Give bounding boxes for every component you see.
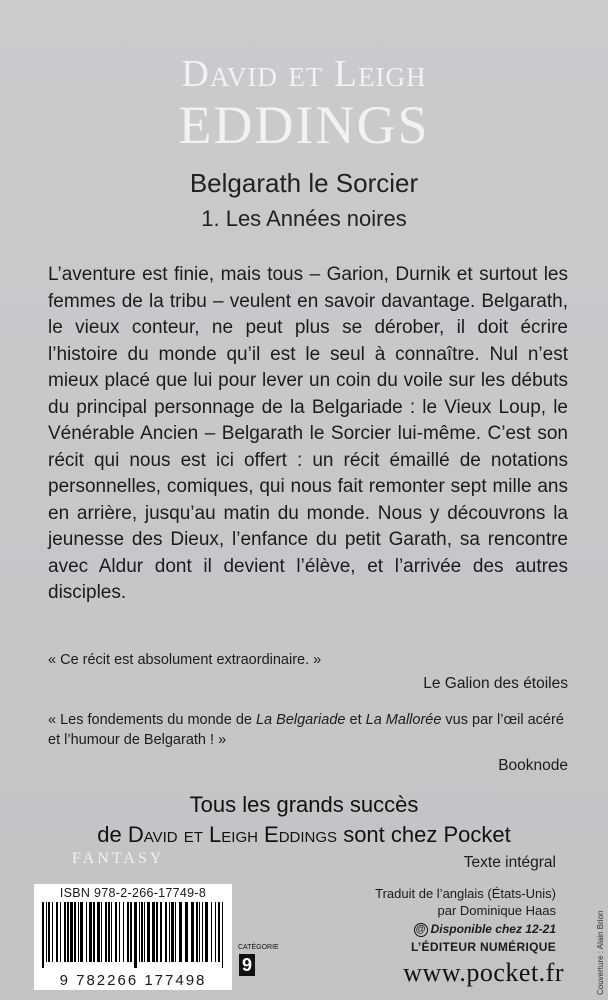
publisher-website: www.pocket.fr <box>403 958 564 987</box>
barcode-bar <box>89 902 92 962</box>
barcode-bar <box>52 902 53 962</box>
tagline-text: de <box>97 822 128 847</box>
genre-label: FANTASY <box>72 850 165 867</box>
quote-2-part: « Les fondements du monde de <box>48 712 256 728</box>
review-source-2: Booknode <box>498 757 568 774</box>
barcode-bar <box>115 902 117 962</box>
barcode-bar <box>205 902 208 962</box>
barcode-bar <box>130 902 132 962</box>
barcode-bar <box>218 902 220 962</box>
barcode-bar <box>80 902 83 962</box>
isbn-text: ISBN 978-2-266-17749-8 <box>59 886 207 900</box>
quote-2-part: et <box>345 712 366 728</box>
barcode-bar <box>42 902 44 968</box>
review-source-1: Le Galion des étoiles <box>423 675 568 692</box>
barcode-bar <box>108 902 110 962</box>
barcode-bar <box>105 902 107 962</box>
barcode-bar <box>70 902 73 962</box>
barcode-bar <box>56 902 58 962</box>
barcode-bar <box>165 902 167 962</box>
cover-credit: Couverture : Alain Brion <box>596 910 605 995</box>
barcode-bar <box>156 902 158 962</box>
barcode-bar <box>141 902 143 962</box>
barcode-bar <box>97 902 100 962</box>
barcode-bar <box>101 902 102 962</box>
at-sign-icon: @ <box>414 923 428 937</box>
book-title: Belgarath le Sorcier <box>189 168 419 198</box>
quote-2-title-mallorée: La Mallorée <box>365 712 442 728</box>
barcode-bar <box>211 902 212 962</box>
digital-publisher: L’ÉDITEUR NUMÉRIQUE <box>410 940 556 954</box>
series-tagline <box>0 790 608 850</box>
barcode-bar <box>191 902 194 962</box>
tagline-author-names: David et Leigh Eddings <box>127 822 338 847</box>
book-subtitle: 1. Les Années noires <box>201 206 407 231</box>
barcode-bar <box>175 902 176 962</box>
tagline-text: sont chez Pocket <box>337 822 511 847</box>
barcode-bar <box>144 902 145 962</box>
barcode-bar <box>202 902 203 962</box>
barcode-bar <box>48 902 50 962</box>
quote-2-title-belgariade: La Belgariade <box>255 712 346 728</box>
tagline-line-2 <box>0 820 608 850</box>
barcode-bar <box>215 902 216 962</box>
blurb-text: L’aventure est finie, mais tous – Garion, Durnik et surtout les femmes de la tribu – veulent en savoir davantage. Belgarath, le vieux conteur, ne peut plus se dérober, il doit écrire l’histoire du monde qu’il est le seul à connaître. Nul n’est mieux placé que lui pour lever un coin du voile sur les débuts du principal personnage de la Belgariade : le Vieux Loup, le Vénérable Ancien – Belgarath le Sorcier lui-même. C’est son récit qui nous est ici offert : un récit émaillé de notations personnelles, comiques, qui nous fait remonter sept mille ans en arrière, jusqu’au matin du monde. Nous y découvrons la jeunesse des Dieux, l’enfance du petit Garath, sa rencontre avec Aldur dont il devient l’élève, et l’arrivée des autres disciples. <box>48 264 568 603</box>
barcode-bar <box>134 902 137 968</box>
category-badge: 9 <box>239 954 255 976</box>
barcode-bar <box>86 902 87 962</box>
translation-credit: Traduit de l’anglais (États-Unis) <box>375 886 556 901</box>
barcode-bar <box>60 902 61 962</box>
barcode-bar <box>171 902 174 962</box>
barcode-bar <box>119 902 120 962</box>
barcode-bar <box>185 902 188 962</box>
barcode-bar <box>147 902 150 962</box>
barcode-bar <box>123 902 124 962</box>
barcode-bars <box>40 902 228 968</box>
barcode-bar <box>111 902 112 962</box>
barcode-bar <box>64 902 66 962</box>
availability-text: Disponible chez 12-21 <box>430 922 556 936</box>
barcode-bar <box>169 902 170 962</box>
barcode-bar <box>74 902 76 962</box>
digital-availability <box>256 922 556 937</box>
barcode-bar <box>222 902 223 968</box>
barcode-bar <box>152 902 155 962</box>
review-quote-1: « Ce récit est absolument extraordinaire. » <box>48 652 322 668</box>
review-quote-2 <box>48 710 568 750</box>
author-names: David et Leigh <box>181 53 427 95</box>
tagline-line-1: Tous les grands succès <box>189 792 419 817</box>
barcode-bar <box>160 902 162 962</box>
barcode-bar <box>179 902 182 962</box>
barcode-bar <box>93 902 95 962</box>
barcode-bar <box>78 902 79 962</box>
barcode-digits: 9 782266 177498 <box>59 972 207 989</box>
barcode-bar <box>67 902 69 962</box>
quote-2-part: vus par l’œil acéré et l’humour de Belgarath ! » <box>48 712 564 748</box>
category-label: CATÉGORIE <box>238 944 279 951</box>
edition-note: Texte intégral <box>463 854 556 871</box>
barcode-bar <box>196 902 198 962</box>
translator-name: par Dominique Haas <box>437 903 556 918</box>
barcode-bar <box>127 902 129 962</box>
barcode-bar <box>46 902 47 962</box>
barcode-bar <box>139 902 140 962</box>
barcode <box>34 884 232 990</box>
barcode-bar <box>199 902 200 962</box>
author-surname: EDDINGS <box>178 95 430 155</box>
